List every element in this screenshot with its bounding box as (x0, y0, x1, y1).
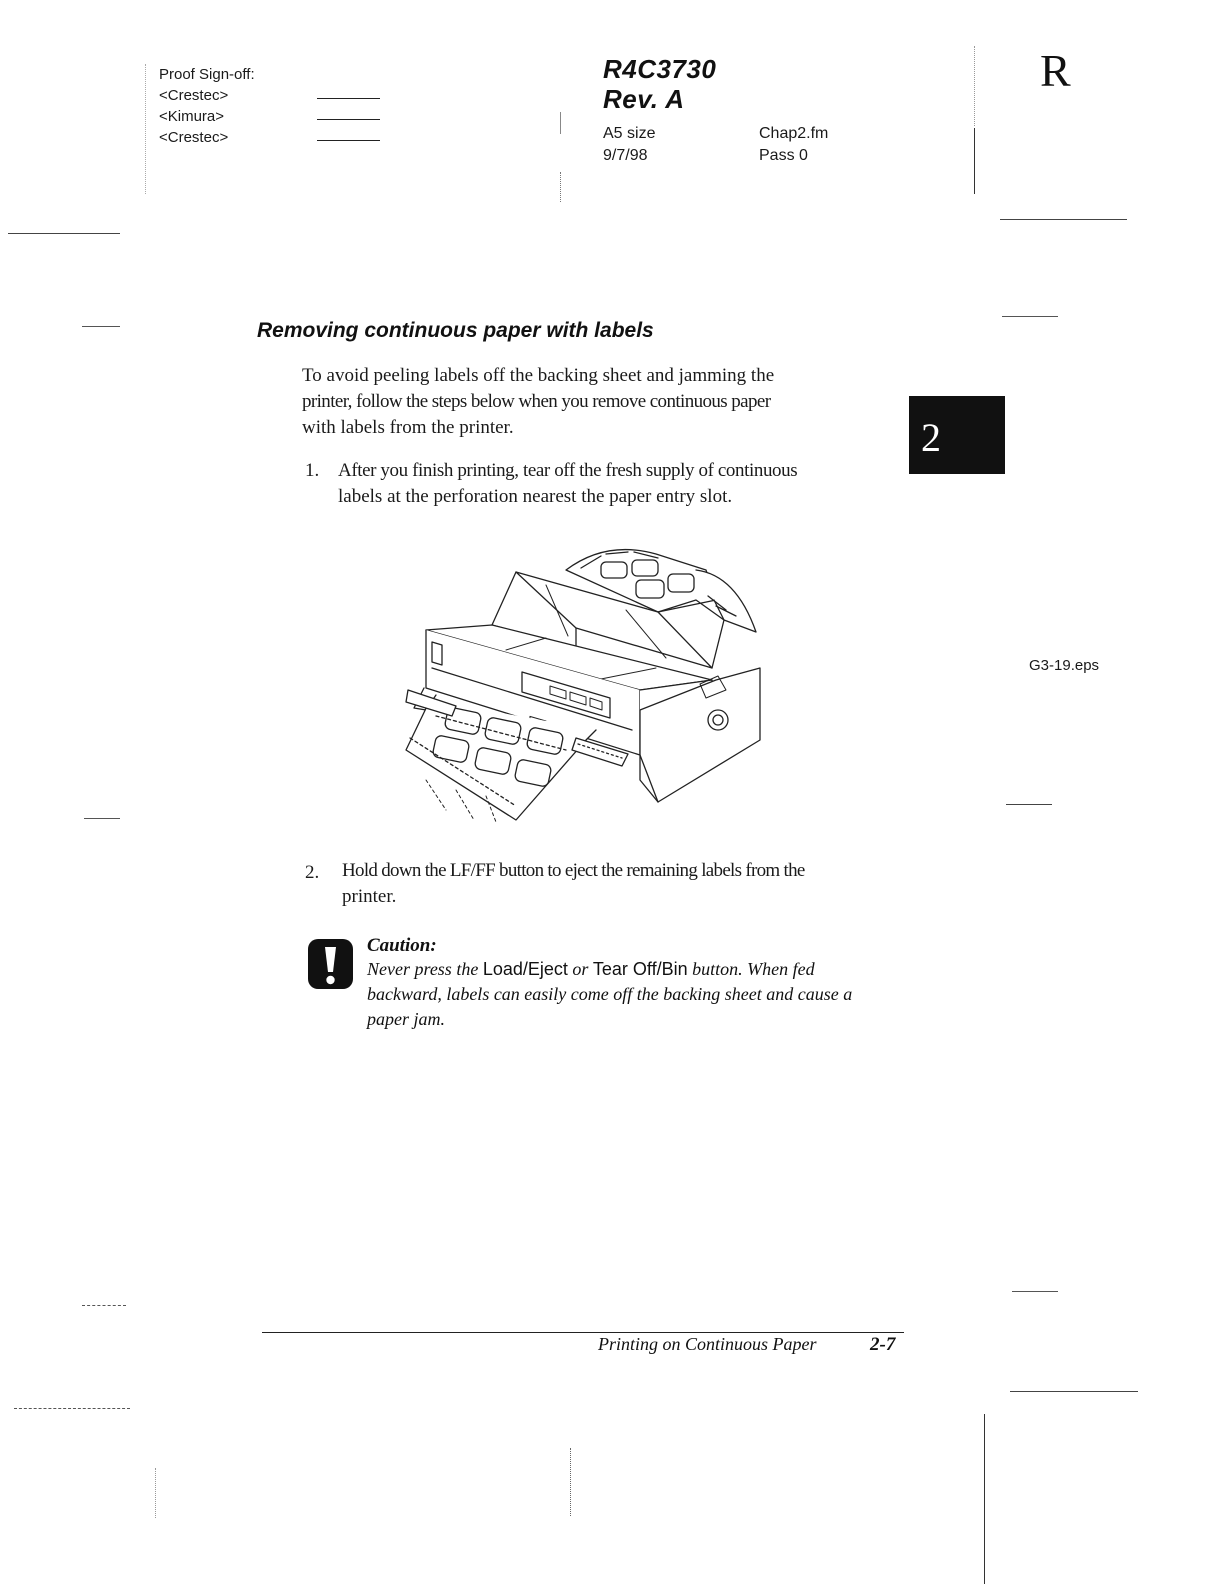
signature-line (317, 98, 380, 99)
crop-mark (82, 326, 120, 327)
proof-signer: <Crestec> (159, 129, 229, 146)
doc-file: Chap2.fm (759, 125, 829, 142)
printer-illustration (396, 540, 764, 830)
document-code (603, 54, 716, 114)
crop-mark (1000, 219, 1127, 220)
crop-mark (1002, 316, 1058, 317)
signature-line (317, 119, 380, 120)
tear-off-bin-button-name: Tear Off/Bin (592, 959, 688, 979)
doc-rev: Rev. A (603, 84, 685, 114)
proof-label: Proof Sign-off: (159, 66, 255, 83)
crop-mark (1010, 1391, 1138, 1392)
crop-mark (82, 1305, 126, 1306)
text-line: labels at the perforation nearest the paper entry slot. (338, 486, 733, 507)
doc-size: A5 size (603, 125, 656, 142)
crop-mark (14, 1408, 130, 1409)
crop-mark (570, 1448, 571, 1516)
text-line: with labels from the printer. (302, 417, 514, 438)
caution-text (367, 957, 907, 1032)
step-1-text (338, 458, 908, 510)
crop-mark (974, 128, 975, 194)
text-line: After you finish printing, tear off the fresh supply of continuous (338, 460, 798, 481)
chapter-number: 2 (921, 415, 941, 460)
crop-mark (1006, 804, 1052, 805)
exclamation-icon (307, 938, 354, 990)
footer-rule (262, 1332, 904, 1333)
crop-mark (984, 1414, 985, 1584)
page-number: 2-7 (870, 1334, 896, 1355)
section-title: Removing continuous paper with labels (257, 319, 654, 342)
caution-part: Never press the (367, 959, 483, 979)
caution-line: paper jam. (367, 1009, 445, 1029)
load-eject-button-name: Load/Eject (482, 959, 568, 979)
text-line: Hold down the LF/FF button to eject the remaining labels from the (342, 860, 805, 881)
doc-date: 9/7/98 (603, 147, 648, 164)
step-number: 2. (305, 862, 320, 883)
footer-title: Printing on Continuous Paper (598, 1334, 817, 1354)
caution-line (367, 957, 907, 982)
crop-mark (1012, 1291, 1058, 1292)
text-line: printer, follow the steps below when you remove continuous paper (302, 391, 771, 412)
doc-code: R4C3730 (603, 54, 717, 84)
crop-mark (560, 112, 561, 134)
signature-line (317, 140, 380, 141)
proof-signoff (159, 64, 255, 148)
crop-mark (84, 818, 120, 819)
crop-mark (560, 172, 561, 202)
caution-line: backward, labels can easily come off the backing sheet and cause a (367, 984, 853, 1004)
step-number: 1. (305, 460, 320, 481)
corner-letter: R (1040, 45, 1071, 96)
proof-signer: <Crestec> (159, 87, 229, 104)
chapter-tab (909, 396, 1005, 474)
caution-part: or (567, 959, 593, 979)
text-line: printer. (342, 886, 397, 907)
step-2-text (342, 858, 912, 910)
doc-pass: Pass 0 (759, 147, 808, 164)
proof-signer: <Kimura> (159, 108, 225, 125)
crop-mark (145, 64, 146, 194)
crop-mark (8, 233, 120, 234)
figure-file-label: G3-19.eps (1029, 657, 1100, 674)
caution-part: button. When fed (687, 959, 815, 979)
caution-title: Caution: (367, 935, 437, 956)
crop-mark (155, 1468, 156, 1518)
crop-mark (974, 46, 975, 126)
text-line: To avoid peeling labels off the backing sheet and jamming the (302, 365, 775, 386)
intro-paragraph (302, 363, 902, 441)
